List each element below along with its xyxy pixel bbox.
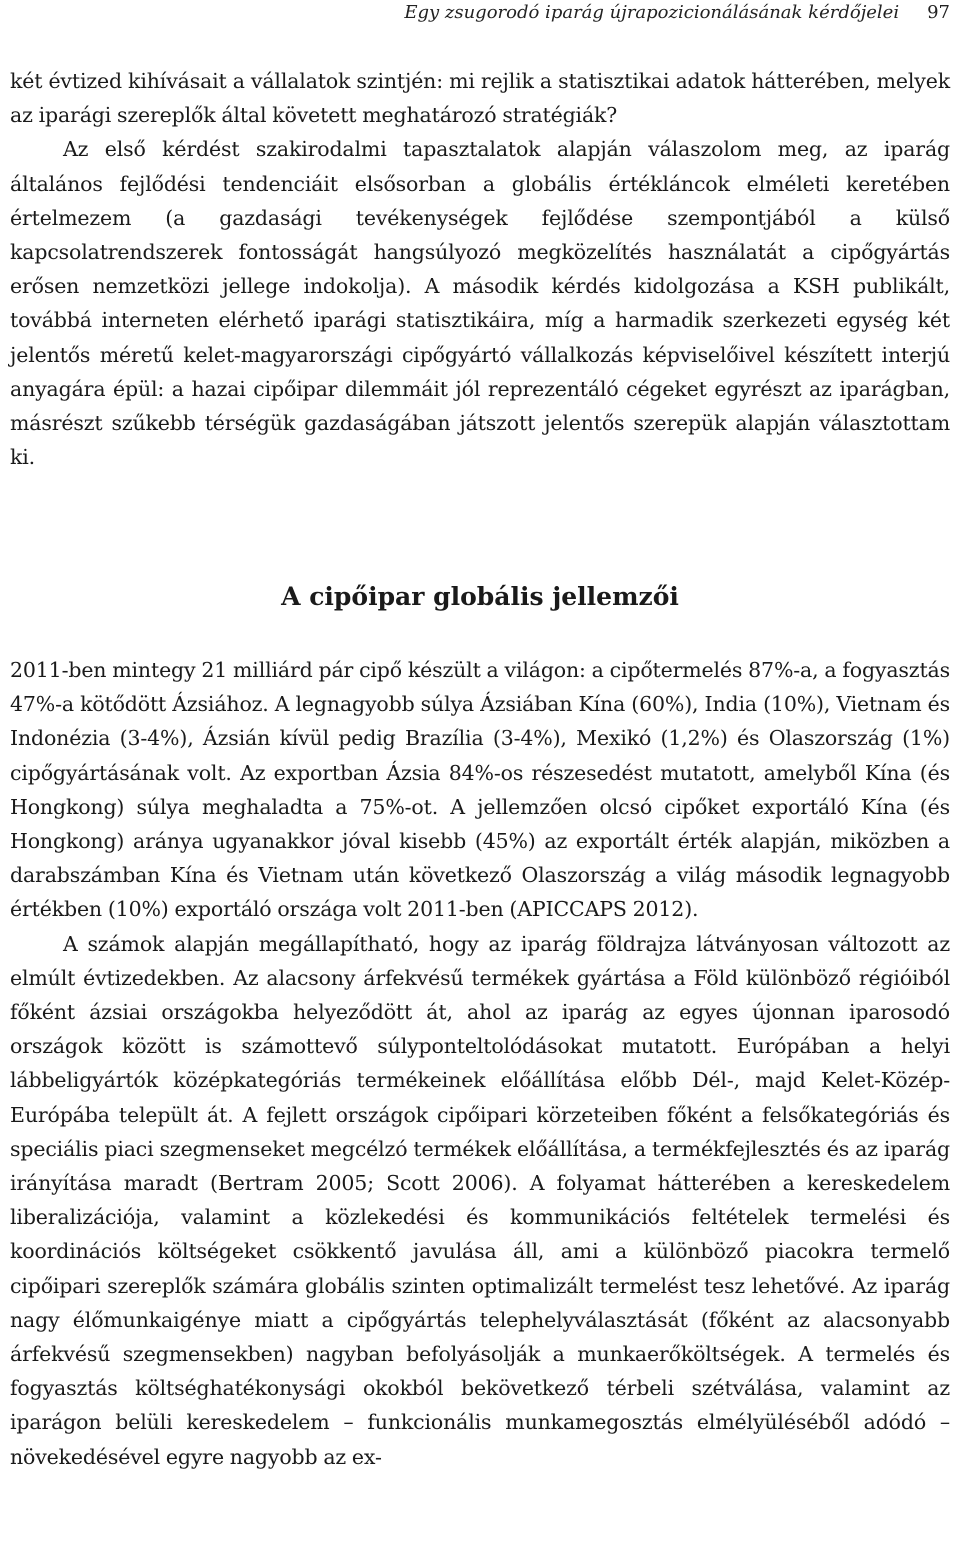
section-paragraph-2: A számok alapján megállapítható, hogy az iparág földrajza látványosan változott az elmúlt évtizedekben. Az alacsony árfekvésű termékek gyártása a Föld különböző régióiból főként ázsiai országokba helyeződött át, ahol az iparág az egyes újonnan iparosodó országok között is számottevő súlyponteltolódásokat mutatott. Európában a helyi lábbeligyártók középkategóriás termékeinek előállítása előbb Dél-, majd Kelet-Közép-Európába települt át. A fejlett országok cipőipari körzeteiben főként a felsőkategóriás és speciális piaci szegmenseket megcélzó termékek előállítása, a termékfejlesztés és az iparág irányítása maradt (Bertram 2005; Scott 2006). A folyamat hátterében a kereskedelem liberalizációja, valamint a közlekedési és kommunikációs feltételek termelési és koordinációs költségeket csökkentő javulása áll, ami a különböző piacokra termelő cipőipari szereplők számára globális szinten optimalizált termelést tesz lehetővé. Az iparág nagy élőmunkaigénye miatt a cipőgyártás telephelyválasztását (főként az alacsonyabb árfekvésű szegmensekben) nagyban befolyásolják a munkaerőköltségek. A termelés és fogyasztás költséghatékonysági okokból bekövetkező térbeli szétválása, valamint az iparágon belüli kereskedelem – funkcionális munkamegosztás elmélyüléséből adódó – növekedésével egyre nagyobb az ex- [10,931,950,1469]
intro-text [10,64,950,474]
section-paragraph-1: 2011-ben mintegy 21 milliárd pár cipő készült a világon: a cipőtermelés 87%-a, a fogyasztás 47%-a kötődött Ázsiához. A legnagyobb súlya Ázsiában Kína (60%), India (10%), Vietnam és Indonézia (3-4%), Ázsián kívül pedig Brazília (3-4%), Mexikó (1,2%) és Olaszország (1%) cipőgyártásának volt. Az exportban Ázsia 84%-os részesedést mutatott, amelyből Kína (és Hongkong) súlya meghaladta a 75%-ot. A jellemzően olcsó cipőket exportáló Kína (és Hongkong) aránya ugyanakkor jóval kisebb (45%) az exportált érték alapján, miközben a darabszámban Kína és Vietnam után következő Olaszország a világ második legnagyobb értékben (10%) exportáló országa volt 2011-ben (APICCAPS 2012). [10,658,950,922]
page-number: 97 [927,2,950,23]
section-body [10,653,950,1474]
section-heading: A cipőipar globális jellemzői [281,582,679,611]
intro-paragraph-1: két évtized kihívásait a vállalatok szintjén: mi rejlik a statisztikai adatok hátterében, melyek az iparági szereplők által követett meghatározó stratégiák? [10,69,950,128]
intro-paragraph-2: Az első kérdést szakirodalmi tapasztalatok alapján válaszolom meg, az iparág általános fejlődési tendenciáit elsősorban a globális értékláncok elméleti keretében értelmezem (a gazdasági tevékenységek fejlődése szempontjából a külső kapcsolatrendszerek fontosságát hangsúlyozó megközelítés használatát a cipőgyártás erősen nemzetközi jellege indokolja). A második kérdés kidolgozása a KSH publikált, továbbá interneten elérhető iparági statisztikáira, míg a harmadik szerkezeti egység két jelentős méretű kelet-magyarországi cipőgyártó vállalkozás képviselőivel készített interjú anyagára épül: a hazai cipőipar dilemmáit jól reprezentáló cégeket egyrészt az iparágban, másrészt szűkebb térségük gazdaságában játszott jelentős szerepük alapján választottam ki. [10,137,950,470]
running-header-title: Egy zsugorodó iparág újrapozicionálásának kérdőjelei [404,2,900,23]
running-header [10,2,950,23]
